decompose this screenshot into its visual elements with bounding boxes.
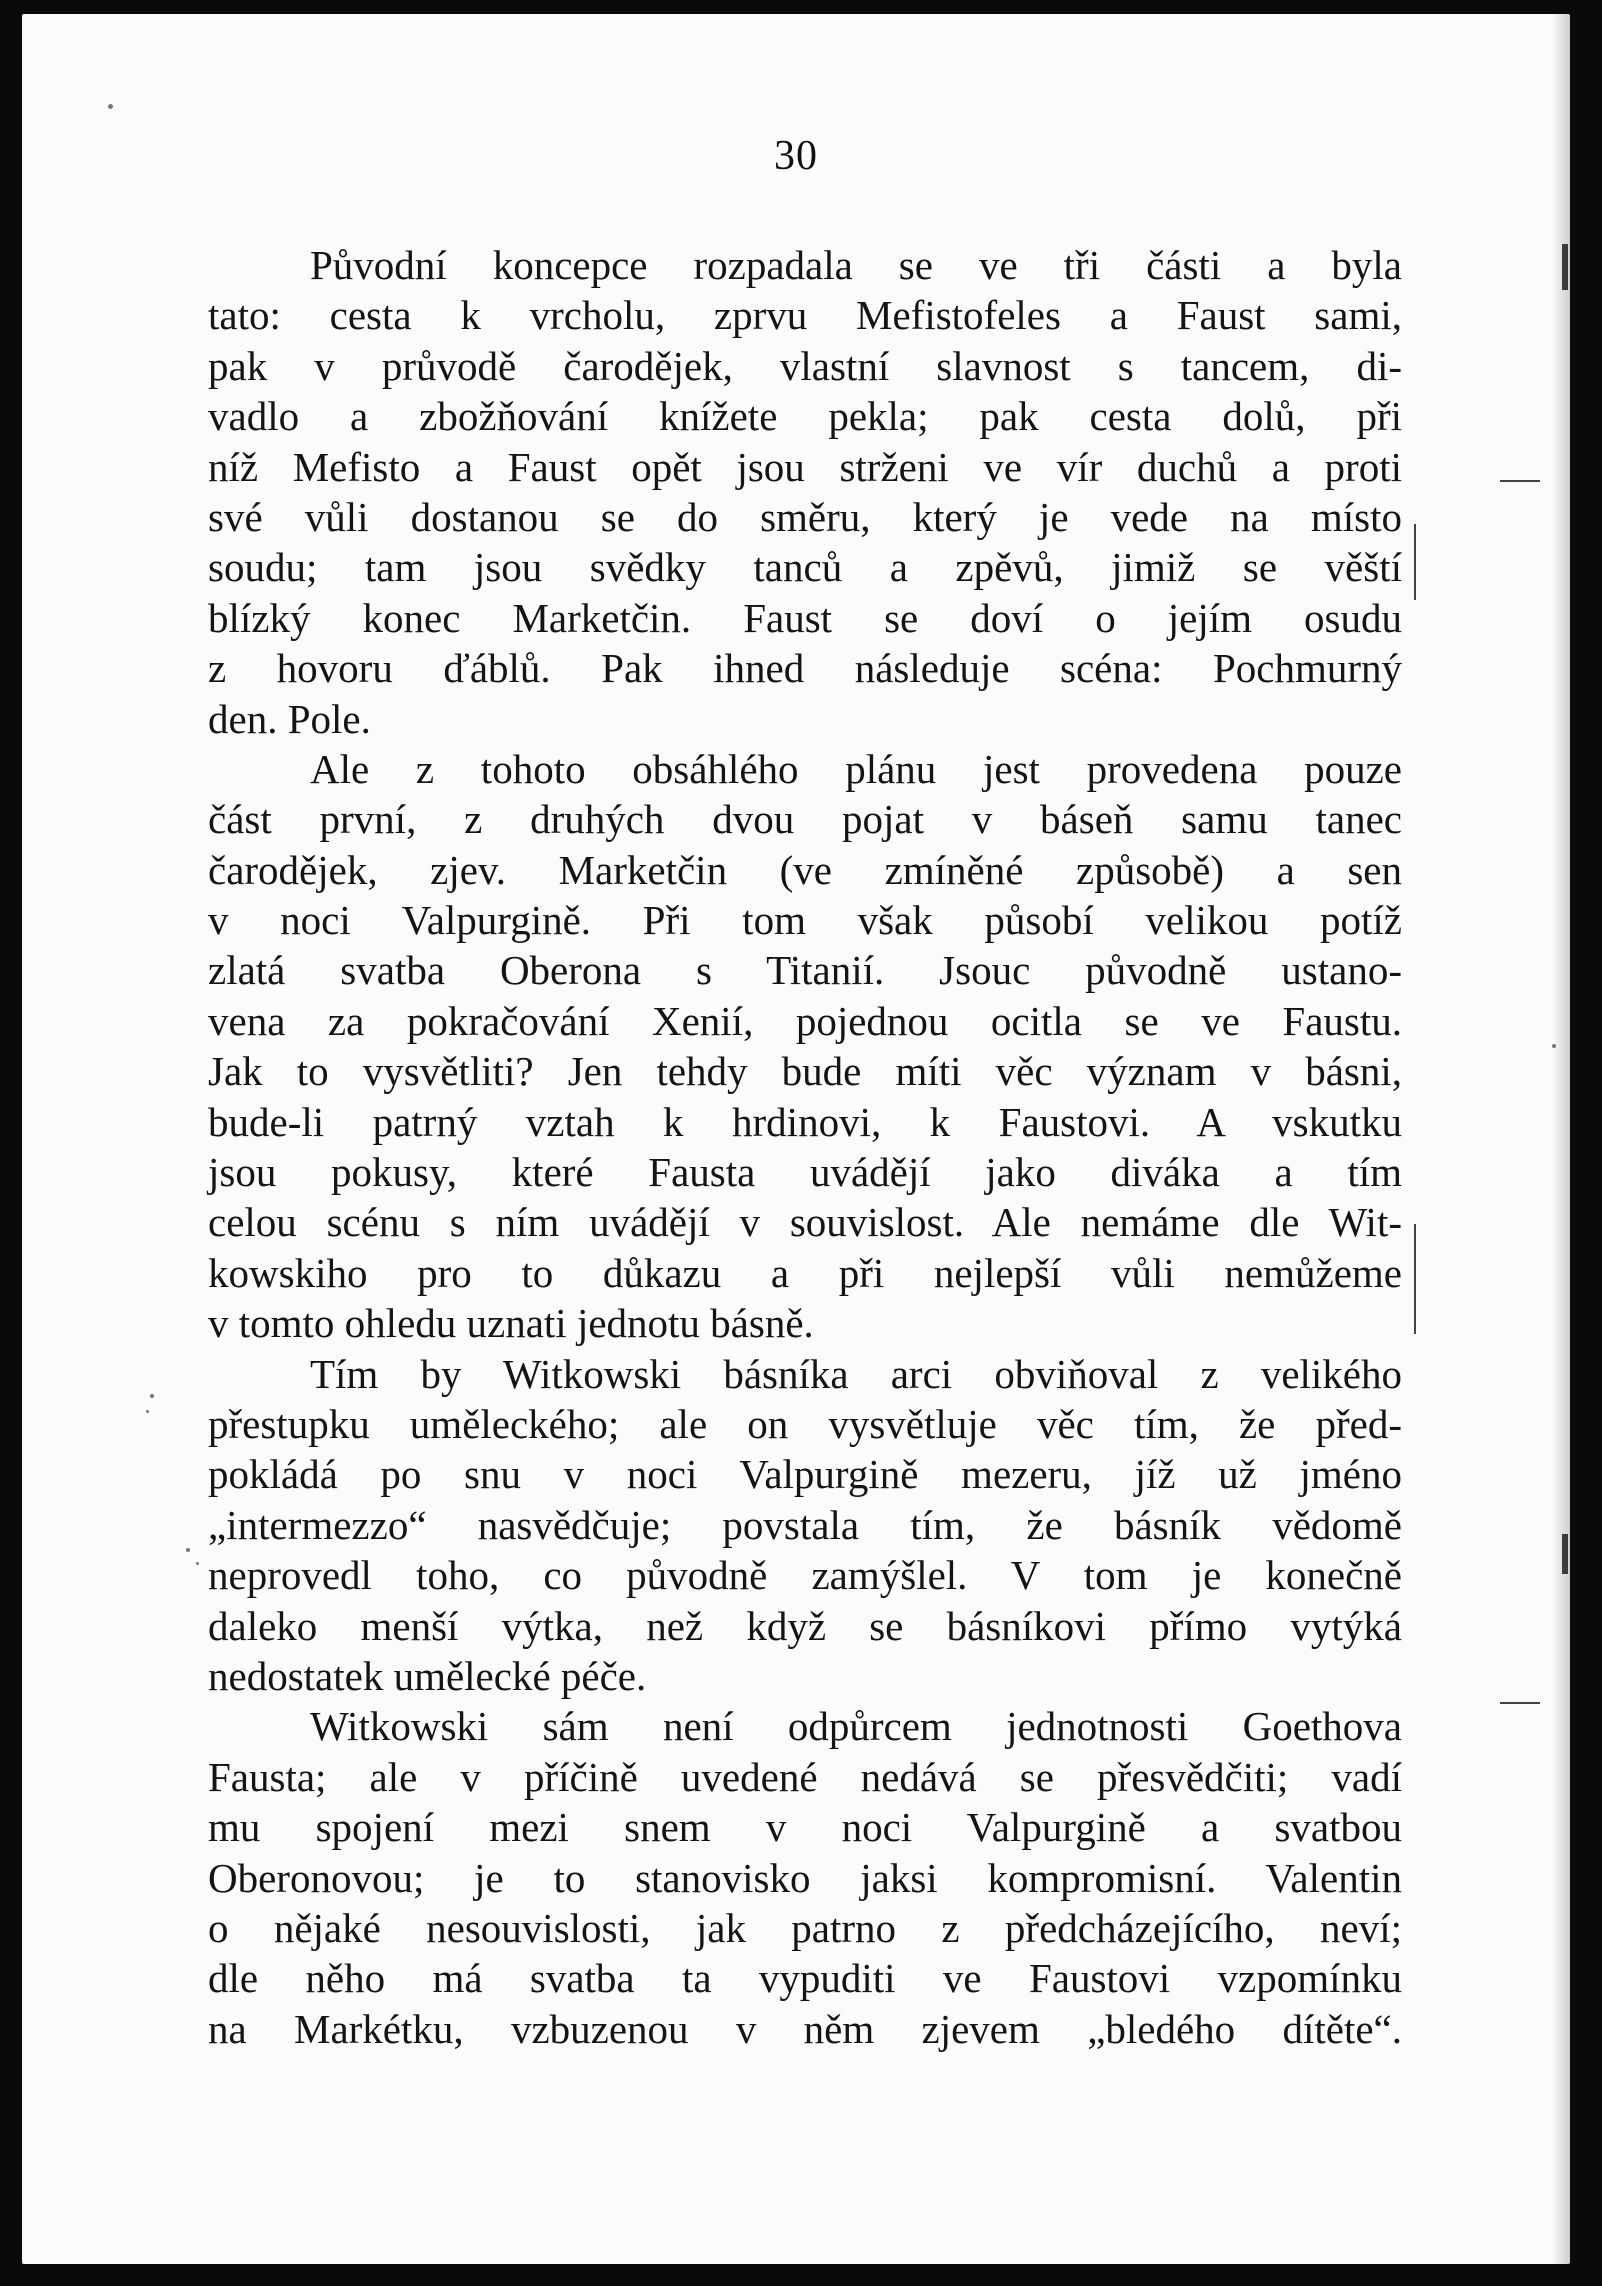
text-line: Původní koncepce rozpadala se ve tři části a byla xyxy=(310,242,1402,288)
text-line: Ale z tohoto obsáhlého plánu jest provedena pouze xyxy=(310,745,1402,792)
text-line: Jak to vysvětliti? Jen tehdy bude míti věc význam v básni, xyxy=(208,1048,1402,1095)
text-line: Fausta; ale v příčině uvedené nedává se přesvědčiti; vadí xyxy=(208,1753,1402,1800)
text-line: na Markétku, vzbuzenou v něm zjevem „bledého dítěte“. xyxy=(208,2005,1402,2052)
text-line: o nějaké nesouvislosti, jak patrno z předcházejícího, neví; xyxy=(208,1904,1402,1951)
text-line: bude-li patrný vztah k hrdinovi, k Faustovi. A vskutku xyxy=(208,1098,1402,1145)
text-line: v noci Valpurgině. Při tom však působí velikou potíž xyxy=(208,897,1402,944)
margin-mark xyxy=(1414,1224,1416,1334)
paragraph-1 xyxy=(208,240,1402,744)
speck xyxy=(150,1394,154,1398)
text-line: den. Pole. xyxy=(208,695,371,742)
text-line: celou scénu s ním uvádějí v souvislost. Ale nemáme dle Wit- xyxy=(208,1199,1402,1246)
text-line: Witkowski sám není odpůrcem jednotnosti Goethova xyxy=(310,1703,1402,1750)
text-line: níž Mefisto a Faust opět jsou strženi ve vír duchů a proti xyxy=(208,443,1402,490)
body-text xyxy=(208,240,1402,2054)
speck xyxy=(186,1548,190,1552)
margin-mark xyxy=(1500,1702,1540,1704)
text-line: kowskiho pro to důkazu a při nejlepší vůli nemůžeme xyxy=(208,1249,1402,1296)
text-line: neprovedl toho, co původně zamýšlel. V tom je konečně xyxy=(208,1552,1402,1599)
text-line: nedostatek umělecké péče. xyxy=(208,1652,647,1699)
speck xyxy=(146,1410,149,1413)
text-line: Oberonovou; je to stanovisko jaksi kompromisní. Valentin xyxy=(208,1854,1402,1901)
text-line: zlatá svatba Oberona s Titanií. Jsouc původně ustano- xyxy=(208,947,1402,994)
text-line: „intermezzo“ nasvědčuje; povstala tím, že básník vědomě xyxy=(208,1501,1402,1548)
text-line: vena za pokračování Xenií, pojednou ocitla se ve Faustu. xyxy=(208,997,1402,1044)
text-line: v tomto ohledu uznati jednotu básně. xyxy=(208,1300,814,1347)
page-edge-shadow xyxy=(1552,14,1570,2264)
text-line: čarodějek, zjev. Marketčin (ve zmíněné způsobě) a sen xyxy=(208,846,1402,893)
text-line: Tím by Witkowski básníka arci obviňoval z velikého xyxy=(310,1350,1402,1397)
text-line: jsou pokusy, které Fausta uvádějí jako diváka a tím xyxy=(208,1149,1402,1196)
paragraph-3 xyxy=(208,1349,1402,1702)
text-line: část první, z druhých dvou pojat v báseň samu tanec xyxy=(208,796,1402,843)
text-line: dle něho má svatba ta vypuditi ve Faustovi vzpomínku xyxy=(208,1955,1402,2002)
speck xyxy=(196,1562,199,1565)
text-line: daleko menší výtka, než když se básníkovi přímo vytýká xyxy=(208,1602,1402,1649)
text-line: z hovoru ďáblů. Pak ihned následuje scéna: Pochmurný xyxy=(208,645,1402,692)
text-line: soudu; tam jsou svědky tanců a zpěvů, jimiž se věští xyxy=(208,544,1402,591)
text-line: své vůli dostanou se do směru, který je vede na místo xyxy=(208,493,1402,540)
paragraph-4 xyxy=(208,1701,1402,2054)
book-page xyxy=(22,14,1570,2264)
margin-mark xyxy=(1414,524,1416,600)
text-line: mu spojení mezi snem v noci Valpurgině a svatbou xyxy=(208,1804,1402,1851)
text-line: tato: cesta k vrcholu, zprvu Mefistofeles a Faust sami, xyxy=(208,292,1402,339)
speck xyxy=(108,104,113,109)
text-line: vadlo a zbožňování knížete pekla; pak cesta dolů, při xyxy=(208,393,1402,440)
text-line: pokládá po snu v noci Valpurgině mezeru, jíž už jméno xyxy=(208,1451,1402,1498)
margin-mark xyxy=(1500,480,1540,482)
text-line: pak v průvodě čarodějek, vlastní slavnost s tancem, di- xyxy=(208,342,1402,389)
page-number: 30 xyxy=(774,133,818,179)
paragraph-2 xyxy=(208,744,1402,1349)
text-line: přestupku uměleckého; ale on vysvětluje věc tím, že před- xyxy=(208,1400,1402,1447)
text-line: blízký konec Marketčin. Faust se doví o jejím osudu xyxy=(208,594,1402,641)
